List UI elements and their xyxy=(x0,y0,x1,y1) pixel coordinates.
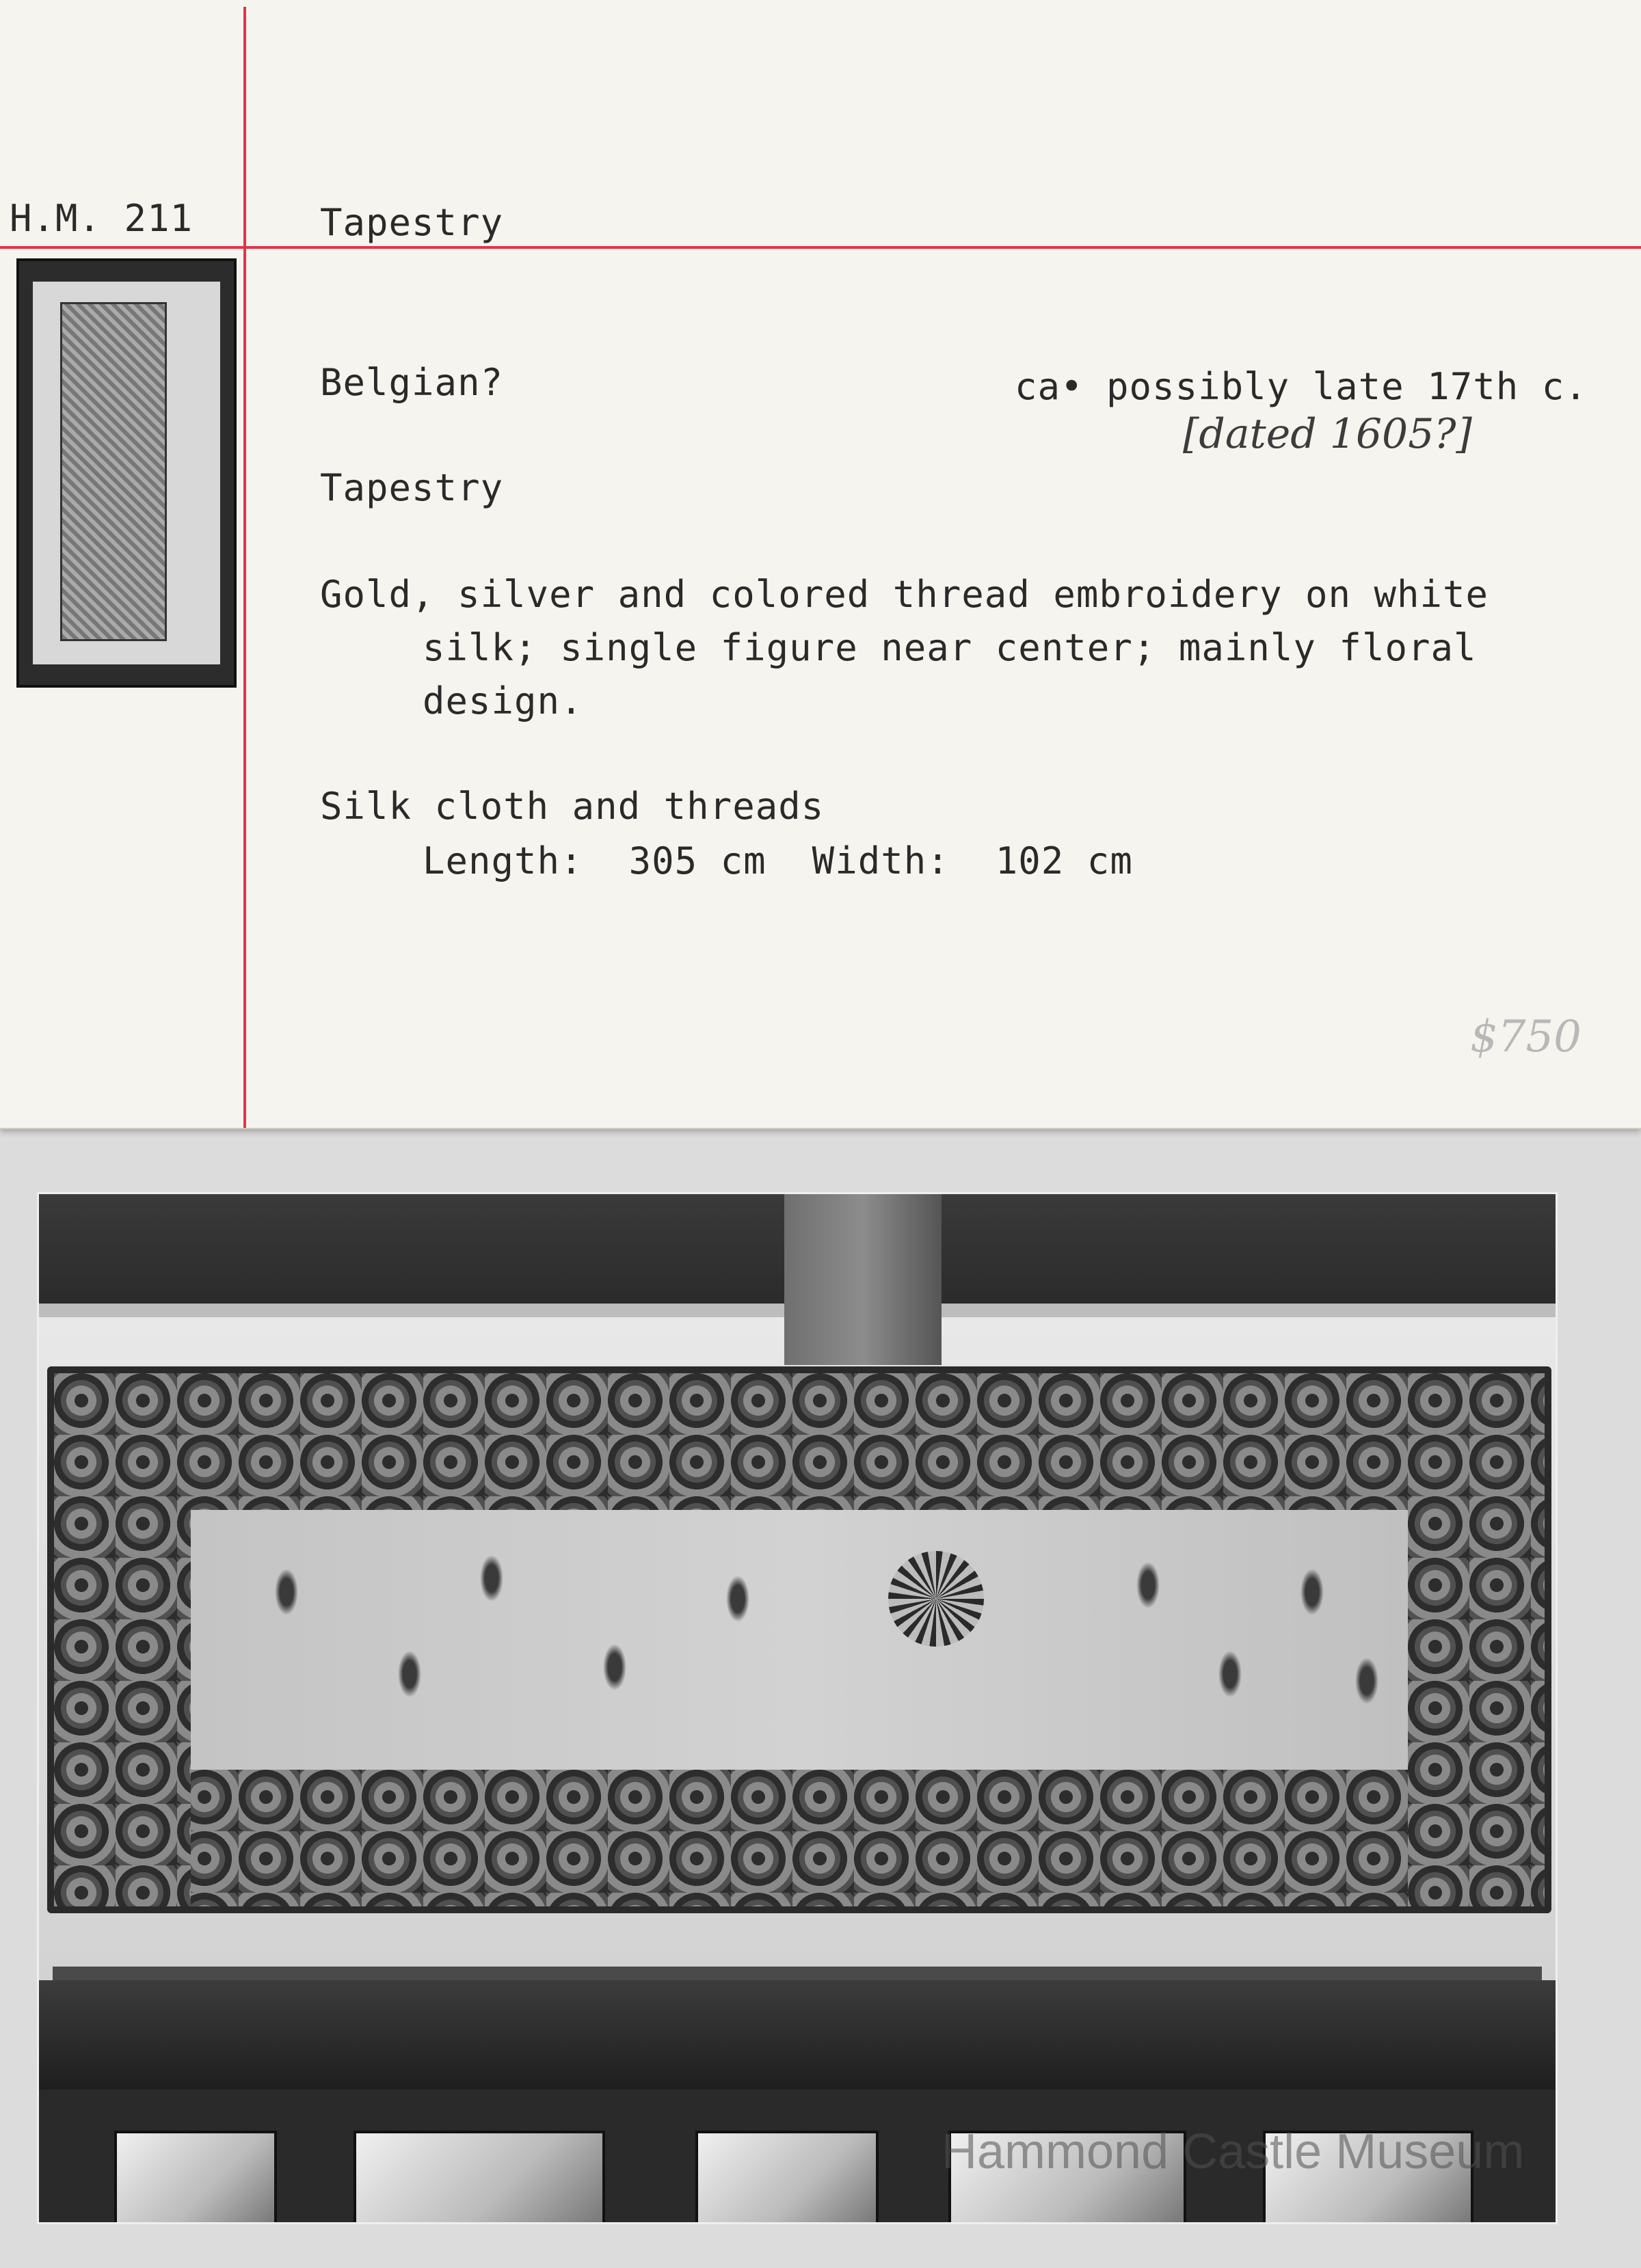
tapestry xyxy=(47,1366,1551,1913)
thumbnail-photo xyxy=(16,258,237,688)
card-horizontal-rule xyxy=(0,246,1641,249)
dimensions: Length: 305 cm Width: 102 cm xyxy=(423,839,1133,882)
origin: Belgian? xyxy=(320,361,504,404)
accession-number: H.M. 211 xyxy=(10,197,194,240)
description-line-1: Gold, silver and colored thread embroidery on white xyxy=(320,573,1489,616)
central-figure xyxy=(888,1551,984,1647)
handwritten-date: [dated 1605?] xyxy=(1183,410,1472,458)
display-cabinet xyxy=(39,1980,1556,2090)
date: ca• possibly late 17th c. xyxy=(1015,365,1588,408)
description-line-2: silk; single figure near center; mainly floral xyxy=(423,626,1477,669)
tapestry-photograph xyxy=(37,1192,1558,2224)
header-title: Tapestry xyxy=(320,201,504,244)
object-type: Tapestry xyxy=(320,466,504,509)
description-line-3: design. xyxy=(423,679,583,723)
ceiling-beam xyxy=(784,1194,942,1365)
material: Silk cloth and threads xyxy=(320,785,825,828)
handwritten-price: $750 xyxy=(1470,1012,1582,1062)
watermark: Hammond Castle Museum xyxy=(942,2124,1525,2179)
catalog-card xyxy=(0,0,1641,1129)
tapestry-field xyxy=(191,1510,1408,1770)
card-vertical-rule xyxy=(243,7,246,1128)
